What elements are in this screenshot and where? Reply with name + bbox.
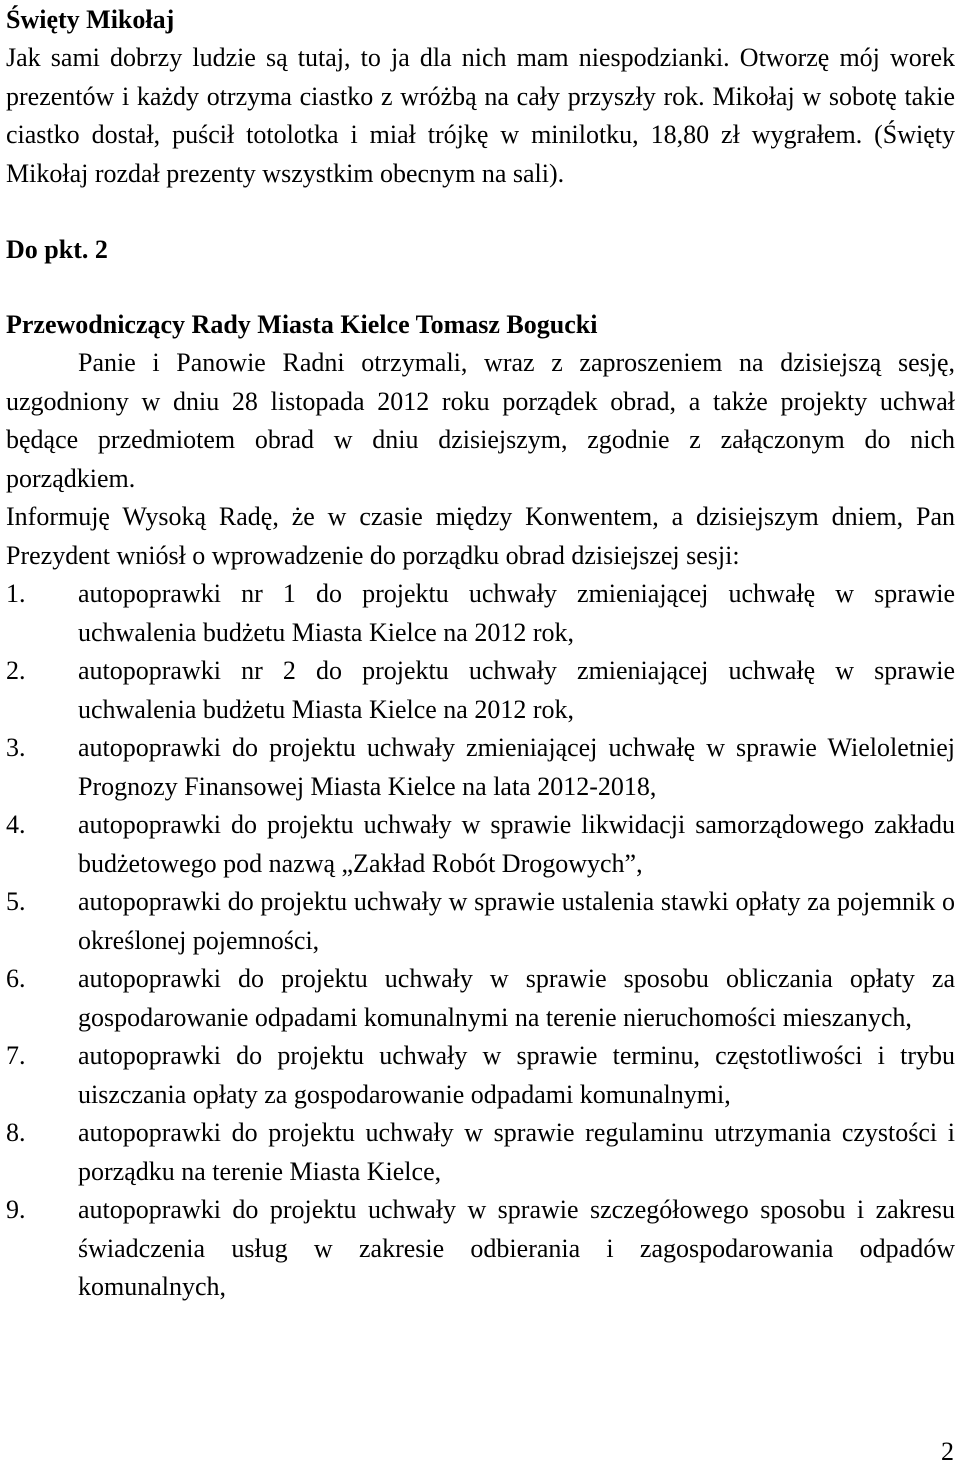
- list-item-number: 7.: [6, 1041, 26, 1070]
- speech-paragraph: Jak sami dobrzy ludzie są tutaj, to ja dla nich mam niespodzianki. Otworzę mój worek prezentów i każdy otrzyma ciastko z wróżbą na cały przyszły rok. Mikołaj w sobotę takie ciastko dostał, puścił totolotka i miał trójkę w minilotku, 18,80 zł wygrałem. (Święty Mikołaj rozdał prezenty wszystkim obecnym na sali).: [6, 43, 955, 188]
- list-item-text: autopoprawki do projektu uchwały zmieniającej uchwałę w sprawie Wieloletniej Prognozy Finansowej Miasta Kielce na lata 2012-2018,: [78, 733, 955, 801]
- speaker-heading: Przewodniczący Rady Miasta Kielce Tomasz Bogucki: [6, 310, 598, 339]
- speech-paragraph: Informuję Wysoką Radę, że w czasie między Konwentem, a dzisiejszym dniem, Pan Prezydent wniósł o wprowadzenie do porządku obrad dzisiejszej sesji:: [6, 502, 955, 570]
- list-item: [6, 652, 955, 729]
- list-item-number: 8.: [6, 1118, 26, 1147]
- list-item: [6, 960, 955, 1037]
- list-item-text: autopoprawki do projektu uchwały w sprawie sposobu obliczania opłaty za gospodarowanie odpadami komunalnymi na terenie nieruchomości mieszanych,: [78, 964, 955, 1032]
- speech-paragraph: Panie i Panowie Radni otrzymali, wraz z zaproszeniem na dzisiejszą sesję, uzgodniony w dniu 28 listopada 2012 roku porządek obrad, a także projekty uchwał będące przedmiotem obrad w dniu dzisiejszym, zgodnie z załączonym do nich porządkiem.: [6, 348, 955, 493]
- list-item-number: 3.: [6, 733, 26, 762]
- list-item-text: autopoprawki nr 1 do projektu uchwały zmieniającej uchwałę w sprawie uchwalenia budżetu Miasta Kielce na 2012 rok,: [78, 579, 955, 647]
- document-page: [6, 0, 955, 1307]
- agenda-point-heading: Do pkt. 2: [6, 235, 108, 264]
- list-item-text: autopoprawki do projektu uchwały w sprawie regulaminu utrzymania czystości i porządku na terenie Miasta Kielce,: [78, 1118, 955, 1186]
- agenda-list: [6, 575, 955, 1307]
- list-item-number: 5.: [6, 887, 26, 916]
- speaker-heading: Święty Mikołaj: [6, 5, 175, 34]
- list-item-number: 1.: [6, 579, 26, 608]
- list-item-number: 9.: [6, 1195, 26, 1224]
- list-item: [6, 575, 955, 652]
- list-item: [6, 1037, 955, 1114]
- list-item: [6, 806, 955, 883]
- list-item-number: 2.: [6, 656, 26, 685]
- list-item: [6, 1114, 955, 1191]
- spacer: [6, 269, 955, 306]
- list-item-text: autopoprawki do projektu uchwały w sprawie likwidacji samorządowego zakładu budżetowego pod nazwą „Zakład Robót Drogowych”,: [78, 810, 955, 878]
- list-item-text: autopoprawki nr 2 do projektu uchwały zmieniającej uchwałę w sprawie uchwalenia budżetu Miasta Kielce na 2012 rok,: [78, 656, 955, 724]
- list-item-text: autopoprawki do projektu uchwały w sprawie szczegółowego sposobu i zakresu świadczenia usług w zakresie odbierania i zagospodarowania odpadów komunalnych,: [78, 1195, 955, 1301]
- list-item-text: autopoprawki do projektu uchwały w sprawie ustalenia stawki opłaty za pojemnik o określonej pojemności,: [78, 887, 955, 955]
- list-item-number: 4.: [6, 810, 26, 839]
- list-item: [6, 729, 955, 806]
- list-item-text: autopoprawki do projektu uchwały w sprawie terminu, częstotliwości i trybu uiszczania opłaty za gospodarowanie odpadami komunalnymi,: [78, 1041, 955, 1109]
- page-number: 2: [941, 1437, 954, 1466]
- list-item-number: 6.: [6, 964, 26, 993]
- list-item: [6, 1191, 955, 1307]
- list-item: [6, 883, 955, 960]
